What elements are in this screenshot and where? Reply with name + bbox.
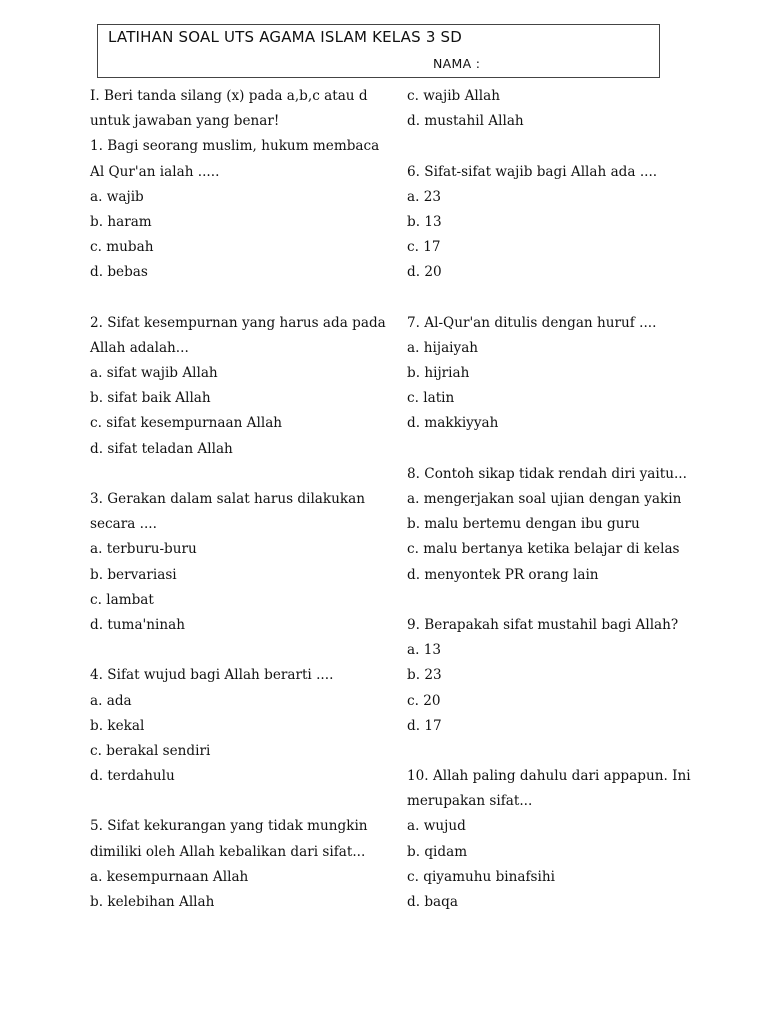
question-9-option-d: d. 17 xyxy=(407,717,442,734)
question-7-option-d: d. makkiyyah xyxy=(407,415,499,432)
question-1-option-c: c. mubah xyxy=(90,239,154,256)
question-4-option-a: a. ada xyxy=(90,692,132,709)
question-10-option-a: a. wujud xyxy=(407,818,466,835)
question-3-text-cont: secara .... xyxy=(90,516,157,533)
name-field-label: NAMA : xyxy=(433,56,481,71)
question-3-text: 3. Gerakan dalam salat harus dilakukan xyxy=(90,491,366,507)
question-5-text-cont: dimiliki oleh Allah kebalikan dari sifat... xyxy=(90,843,366,860)
question-8-text: 8. Contoh sikap tidak rendah diri yaitu... xyxy=(407,465,687,482)
question-1-option-d: d. bebas xyxy=(90,264,148,281)
spacer xyxy=(90,789,362,814)
question-3-option-a: a. terburu-buru xyxy=(90,541,197,558)
question-3-option-c: c. lambat xyxy=(90,591,154,608)
question-3-option-b: b. bervariasi xyxy=(90,566,177,583)
spacer xyxy=(90,638,362,663)
spacer xyxy=(407,739,675,764)
question-2-text-cont: Allah adalah... xyxy=(90,339,189,356)
question-9-text: 9. Berapakah sifat mustahil bagi Allah? xyxy=(407,616,679,633)
question-8-option-b: b. malu bertemu dengan ibu guru xyxy=(407,516,640,533)
question-2-text: 2. Sifat kesempurnan yang harus ada pada xyxy=(90,314,386,331)
question-5-option-b: b. kelebihan Allah xyxy=(90,894,215,910)
spacer xyxy=(407,437,675,462)
question-5-option-c: c. wajib Allah xyxy=(407,88,500,104)
question-9-option-c: c. 20 xyxy=(407,692,441,709)
question-8-option-d: d. menyontek PR orang lain xyxy=(407,566,599,583)
question-6-text: 6. Sifat-sifat wajib bagi Allah ada .... xyxy=(407,163,658,180)
question-4-option-b: b. kekal xyxy=(90,717,145,734)
question-7-option-b: b. hijriah xyxy=(407,365,470,382)
question-4-option-c: c. berakal sendiri xyxy=(90,742,211,759)
question-7-option-a: a. hijaiyah xyxy=(407,339,479,356)
question-9-option-a: a. 13 xyxy=(407,642,442,659)
question-10-text-cont: merupakan sifat... xyxy=(407,793,533,810)
question-4-option-d: d. terdahulu xyxy=(90,768,175,785)
instruction-line-1: I. Beri tanda silang (x) pada a,b,c atau d xyxy=(90,88,368,104)
spacer xyxy=(407,134,675,159)
spacer xyxy=(407,286,675,311)
question-5-text: 5. Sifat kekurangan yang tidak mungkin xyxy=(90,818,368,835)
question-6-option-a: a. 23 xyxy=(407,188,442,205)
header-box xyxy=(97,24,660,78)
question-1-text-cont: Al Qur'an ialah ..... xyxy=(90,163,220,180)
question-7-text: 7. Al-Qur'an ditulis dengan huruf .... xyxy=(407,314,657,331)
question-8-option-c: c. malu bertanya ketika belajar di kelas xyxy=(407,541,680,558)
question-6-option-b: b. 13 xyxy=(407,213,442,230)
question-4-text: 4. Sifat wujud bagi Allah berarti .... xyxy=(90,667,334,684)
question-9-option-b: b. 23 xyxy=(407,667,442,684)
question-2-option-c: c. sifat kesempurnaan Allah xyxy=(90,415,283,432)
spacer xyxy=(90,286,362,311)
question-5-option-d: d. mustahil Allah xyxy=(407,113,524,130)
question-1-option-b: b. haram xyxy=(90,213,152,230)
question-8-option-a: a. mengerjakan soal ujian dengan yakin xyxy=(407,491,682,507)
document-title: LATIHAN SOAL UTS AGAMA ISLAM KELAS 3 SD xyxy=(108,28,463,46)
question-1-option-a: a. wajib xyxy=(90,188,144,205)
spacer xyxy=(407,588,675,613)
instruction-line-2: untuk jawaban yang benar! xyxy=(90,113,280,130)
question-2-option-a: a. sifat wajib Allah xyxy=(90,365,218,382)
question-2-option-d: d. sifat teladan Allah xyxy=(90,440,233,457)
question-2-option-b: b. sifat baik Allah xyxy=(90,390,211,407)
question-10-option-c: c. qiyamuhu binafsihi xyxy=(407,868,555,885)
spacer xyxy=(90,462,362,487)
question-10-option-b: b. qidam xyxy=(407,843,468,860)
question-7-option-c: c. latin xyxy=(407,390,455,407)
question-3-option-d: d. tuma'ninah xyxy=(90,616,186,633)
question-6-option-d: d. 20 xyxy=(407,264,442,281)
right-column xyxy=(407,84,691,915)
left-column xyxy=(90,84,386,915)
question-1-text: 1. Bagi seorang muslim, hukum membaca xyxy=(90,138,380,155)
question-5-option-a: a. kesempurnaan Allah xyxy=(90,868,249,885)
question-10-text: 10. Allah paling dahulu dari appapun. Ini xyxy=(407,768,691,785)
question-6-option-c: c. 17 xyxy=(407,239,441,256)
question-10-option-d: d. baqa xyxy=(407,894,458,910)
